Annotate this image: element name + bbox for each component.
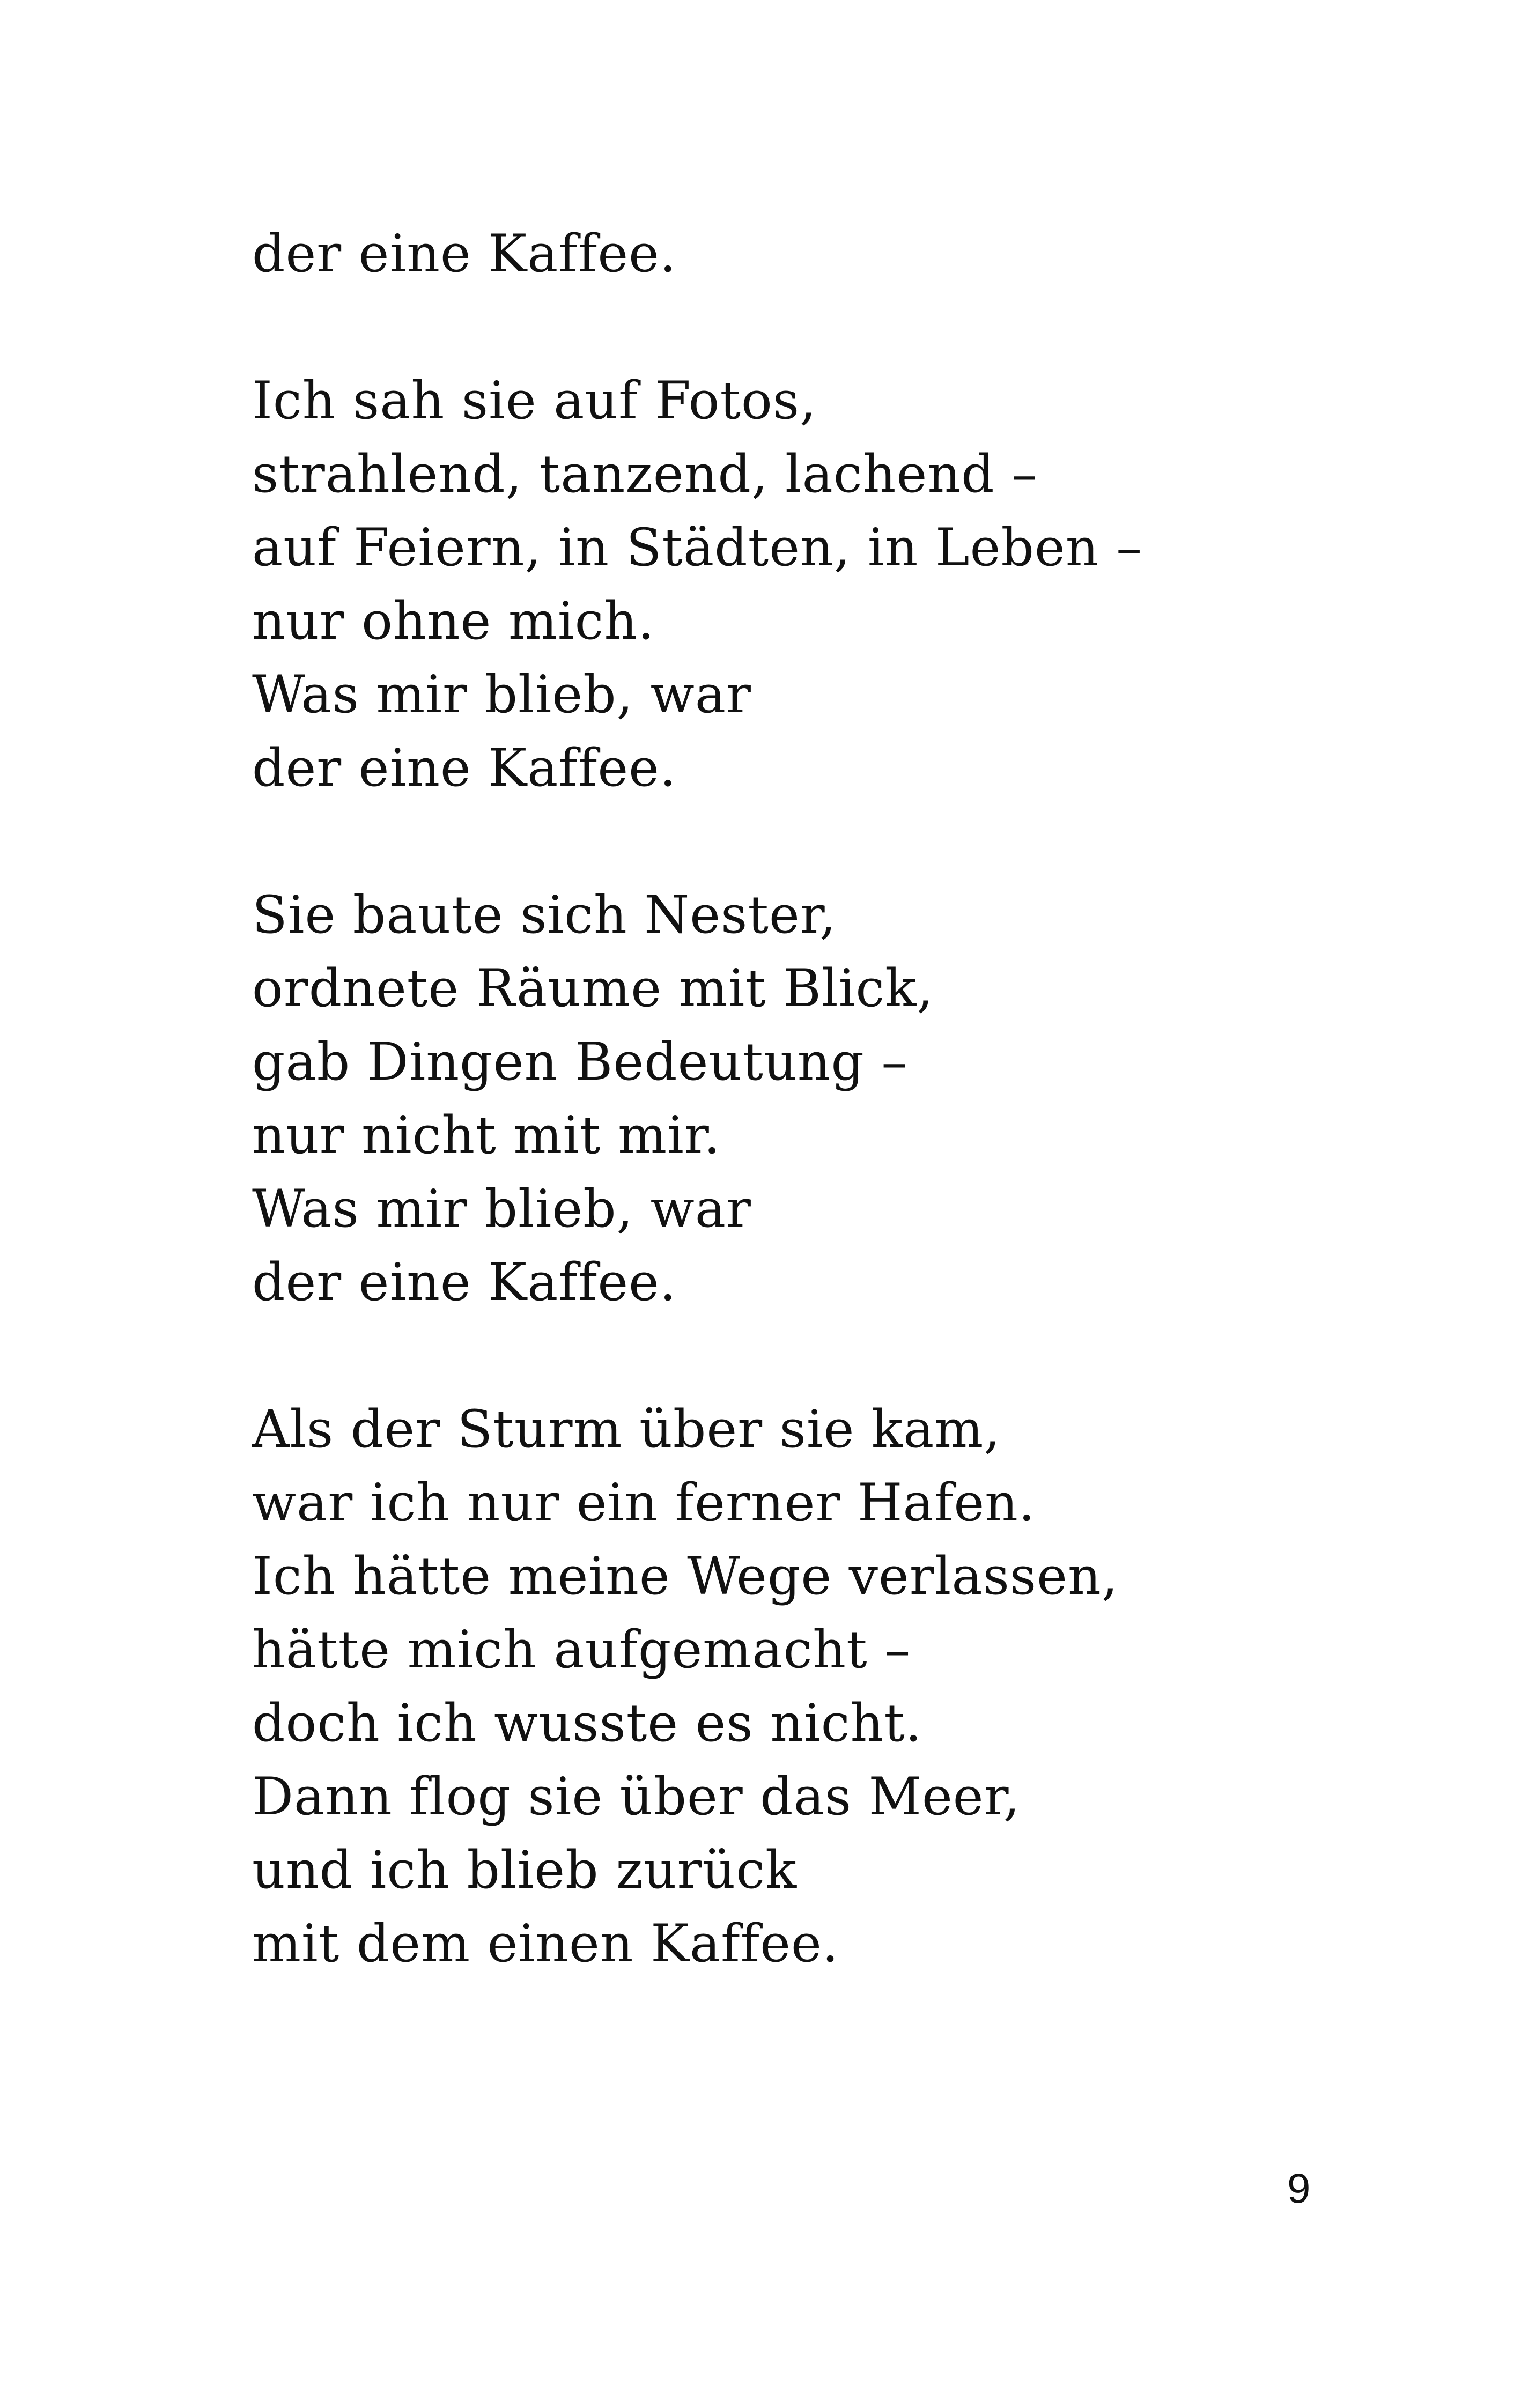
poem-line: nur nicht mit mir. <box>252 1105 721 1165</box>
stanza-4 <box>252 1393 1378 1981</box>
poem-line: Sie baute sich Nester, <box>252 885 837 945</box>
poem-line: Dann flog sie über das Meer, <box>252 1767 1021 1827</box>
poem-line: der eine Kaffee. <box>252 224 677 284</box>
poem-line: Was mir blieb, war <box>252 1179 751 1239</box>
poem-line: der eine Kaffee. <box>252 738 677 798</box>
page-number: 9 <box>1287 2165 1311 2212</box>
poem-line: doch ich wusste es nicht. <box>252 1693 922 1753</box>
poem-line: hätte mich aufgemacht – <box>252 1620 911 1680</box>
stanza-2 <box>252 364 1378 805</box>
poem-text <box>252 217 1378 2054</box>
poem-line: der eine Kaffee. <box>252 1252 677 1312</box>
poem-line: nur ohne mich. <box>252 591 655 651</box>
poem-line: Ich hätte meine Wege verlassen, <box>252 1546 1119 1606</box>
poem-line: mit dem einen Kaffee. <box>252 1914 839 1974</box>
poem-line: Ich sah sie auf Fotos, <box>252 371 817 431</box>
stanza-3 <box>252 878 1378 1319</box>
poem-line: strahlend, tanzend, lachend – <box>252 444 1038 504</box>
poem-line: ordnete Räume mit Blick, <box>252 958 934 1018</box>
poem-line: Was mir blieb, war <box>252 664 751 725</box>
poem-line: gab Dingen Bedeutung – <box>252 1032 908 1092</box>
stanza-1 <box>252 217 1378 291</box>
poem-line: Als der Sturm über sie kam, <box>252 1399 1001 1459</box>
poem-line: auf Feiern, in Städten, in Leben – <box>252 518 1143 578</box>
poem-line: und ich blieb zurück <box>252 1840 798 1900</box>
poem-line: war ich nur ein ferner Hafen. <box>252 1473 1036 1533</box>
